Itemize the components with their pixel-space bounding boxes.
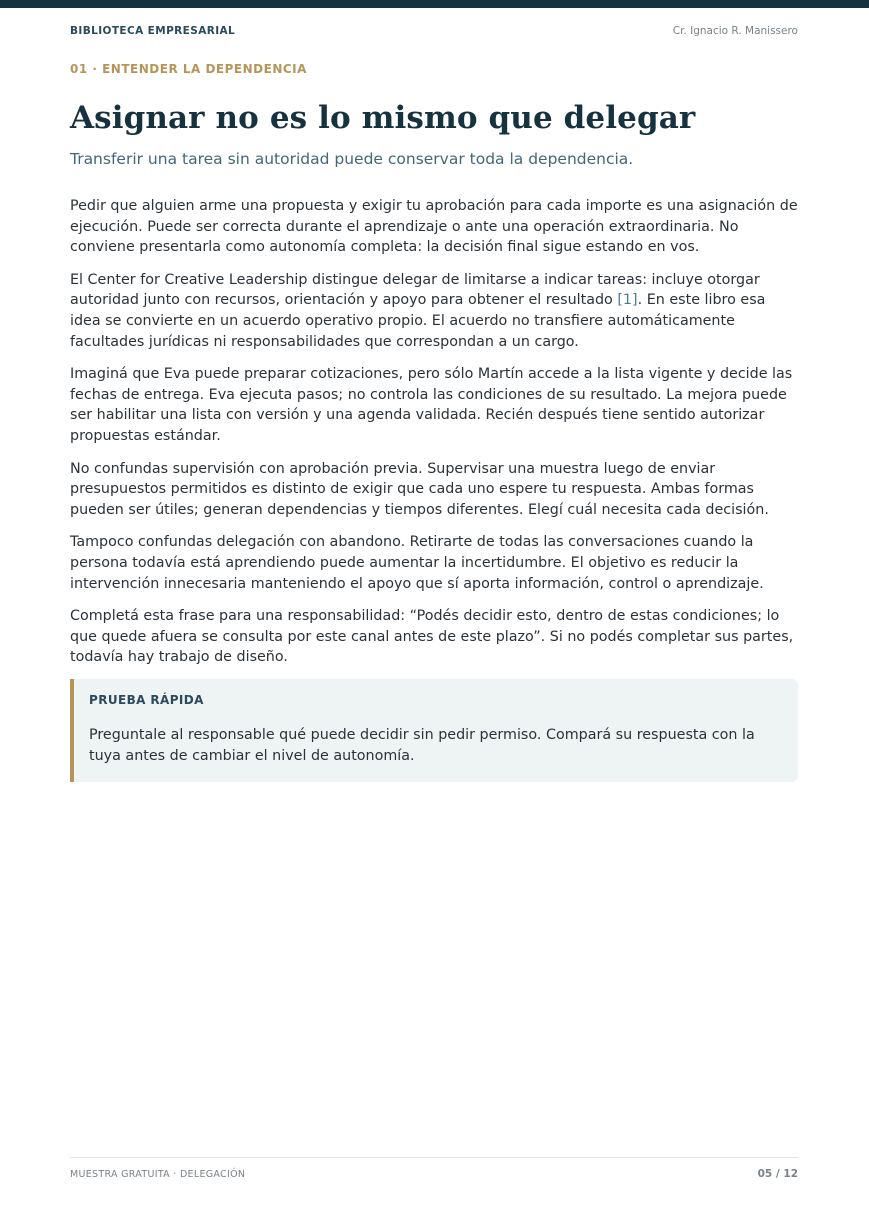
footer-divider — [70, 1157, 798, 1158]
paragraph-text: . En este libro esa idea se convierte en un acuerdo operativo propio. El acuerdo no transfiere automáticamente facultades jurídicas ni responsabilidades que correspondan a un cargo. — [70, 292, 766, 350]
body-text — [70, 196, 799, 680]
brand-label: BIBLIOTECA EMPRESARIAL — [70, 25, 236, 37]
page-header — [70, 25, 798, 37]
paragraph: Completá esta frase para una responsabilidad: “Podés decidir esto, dentro de estas condiciones; lo que quede afuera se consulta por este canal antes de este plazo”. Si no podés completar sus partes, todavía hay trabajo de diseño. — [70, 608, 794, 666]
citation-link[interactable]: [1] — [617, 292, 638, 309]
paragraph: Pedir que alguien arme una propuesta y exigir tu aprobación para cada importe es una asignación de ejecución. Puede ser correcta durante el aprendizaje o ante una operación extraordinaria. No conviene presentarla como autonomía completa: la decisión final sigue estando en vos. — [70, 198, 798, 256]
author-name: Cr. Ignacio R. Manissero — [672, 25, 798, 37]
paragraph-text: El Center for Creative Leadership distingue delegar de limitarse a indicar tareas: incluye otorgar autoridad junto con recursos, orientación y apoyo para obtener el resultado — [70, 271, 760, 309]
quick-test-callout — [70, 679, 798, 782]
footer-label: MUESTRA GRATUITA · DELEGACIÓN — [70, 1168, 246, 1180]
paragraph: No confundas supervisión con aprobación previa. Supervisar una muestra luego de enviar presupuestos permitidos es distinto de exigir que cada uno espere tu respuesta. Ambas formas pueden ser útiles; generan dependencias y tiempos diferentes. Elegí cuál necesita cada decisión. — [70, 460, 769, 518]
page-number: 05 / 12 — [757, 1168, 798, 1180]
paragraph: Tampoco confundas delegación con abandono. Retirarte de todas las conversaciones cuando la persona todavía está aprendiendo puede aumentar la incertidumbre. El objetivo es reducir la intervención innecesaria manteniendo el apoyo que sí aporta información, control o aprendizaje. — [70, 534, 764, 592]
paragraph — [70, 270, 799, 352]
section-kicker: 01 · ENTENDER LA DEPENDENCIA — [70, 62, 307, 76]
callout-title: PRUEBA RÁPIDA — [89, 693, 204, 707]
callout-text: Preguntale al responsable qué puede decidir sin pedir permiso. Compará su respuesta con la tuya antes de cambiar el nivel de autonomía. — [89, 727, 755, 764]
page-footer — [70, 1168, 798, 1180]
top-accent-bar — [0, 0, 869, 8]
page-subtitle: Transferir una tarea sin autoridad puede conservar toda la dependencia. — [70, 150, 634, 168]
page-title: Asignar no es lo mismo que delegar — [70, 100, 696, 136]
paragraph: Imaginá que Eva puede preparar cotizaciones, pero sólo Martín accede a la lista vigente y decide las fechas de entrega. Eva ejecuta pasos; no controla las condiciones de su resultado. La mejora puede ser habilitar una lista con versión y una agenda validada. Recién después tiene sentido autorizar propuestas estándar. — [70, 366, 793, 444]
